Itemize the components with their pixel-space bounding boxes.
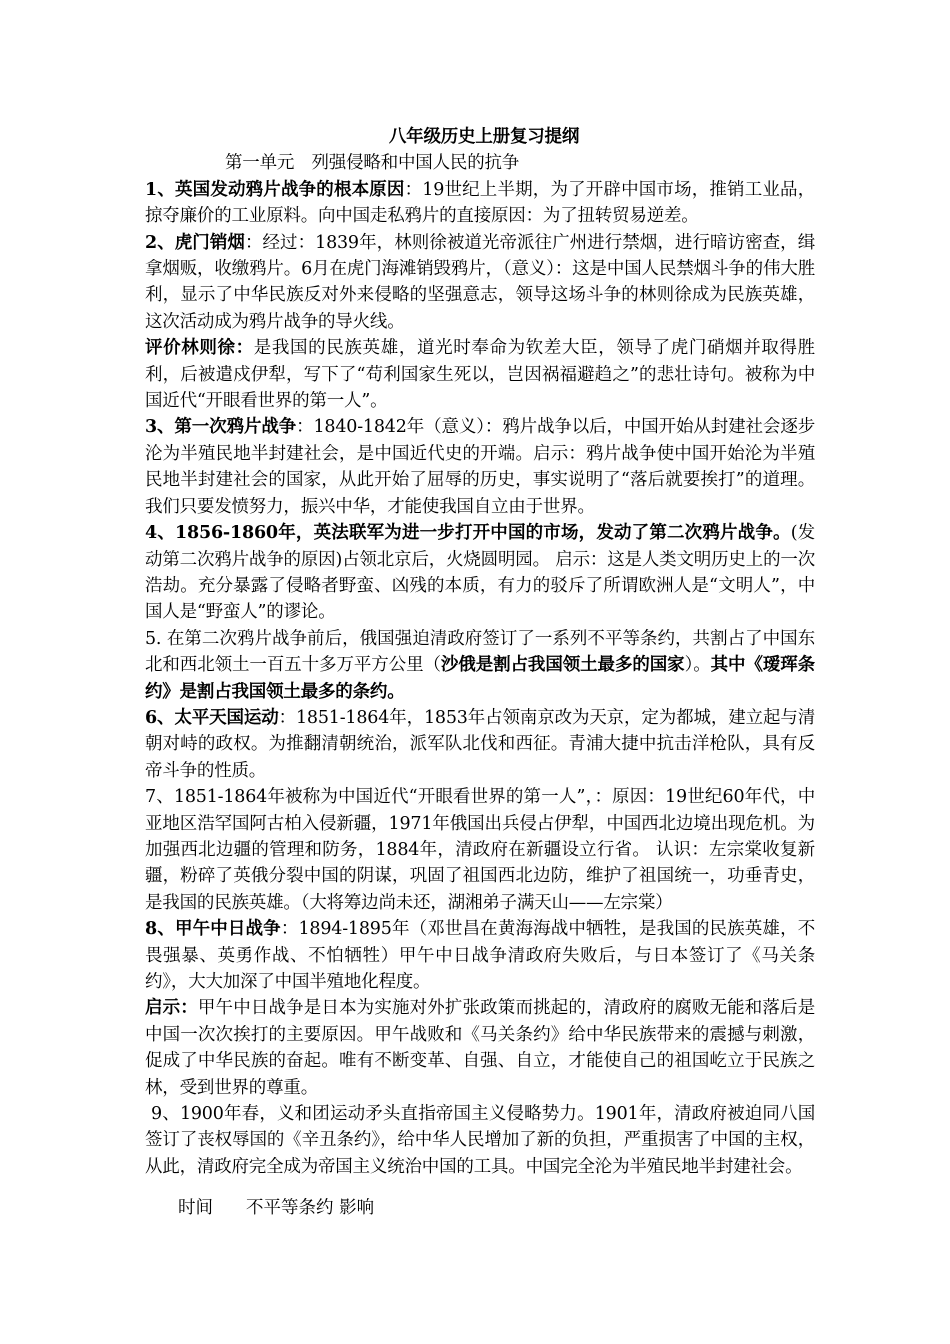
section-6: [145, 705, 815, 784]
section-5: [145, 626, 815, 705]
table-header-time: 时间: [178, 1198, 213, 1218]
section-4-body: (发动第二次鸦片战争的原因)占领北京后，火烧圆明园。 启示：这是人类文明历史上的一次浩劫。充分暴露了侵略者野蛮、凶残的本质，有力的驳斥了所谓欧洲人是“文明人”，中国人是“野蛮人”的谬论。: [145, 523, 815, 623]
section-5-mid: ）。: [684, 655, 711, 676]
section-5-bold-2: 其中《瑷珲条约》是割占我国领土最多的条约。: [145, 655, 815, 702]
section-9: 9、1900年春，义和团运动矛头直指帝国主义侵略势力。1901年，清政府被迫同八国签订了丧权辱国的《辛丑条约》，给中华人民增加了新的负担，严重损害了中国的主权，从此，清政府完全成为帝国主义统治中国的工具。中国完全沦为半殖民地半封建社会。: [145, 1104, 815, 1177]
section-insight-body: 甲午中日战争是日本为实施对外扩张政策而挑起的，清政府的腐败无能和落后是中国一次次挨打的主要原因。甲午战败和《马关条约》给中华民族带来的震撼与刺激，促成了中华民族的奋起。唯有不断变革、自强、自立，才能使自己的祖国屹立于民族之林，受到世界的尊重。: [145, 998, 815, 1098]
section-3-head: 3、第一次鸦片战争: [145, 417, 297, 438]
table-header-row: [178, 1195, 374, 1221]
section-lin-zexu-head: 评价林则徐：: [145, 338, 254, 359]
section-3: [145, 414, 815, 520]
section-8-head: 8、甲午中日战争: [145, 919, 281, 940]
table-header-treaty: 不平等条约: [246, 1198, 334, 1218]
section-3-body: ：1840-1842年（意义）：鸦片战争以后，中国开始从封建社会逐步沦为半殖民地半封建社会，是中国近代史的开端。启示：鸦片战争使中国开始沦为半殖民地半封建社会的国家，从此开始了屈辱的历史，事实说明了“落后就要挨打”的道理。我们只要发愤努力，振兴中华，才能使我国自立由于世界。: [145, 417, 815, 517]
section-2-body: ：经过：1839年，林则徐被道光帝派往广州进行禁烟，进行暗访密查，缉拿烟贩，收缴鸦片。6月在虎门海滩销毁鸦片，（意义）：这是中国人民禁烟斗争的伟大胜利，显示了中华民族反对外来侵略的坚强意志，领导这场斗争的林则徐成为民族英雄，这次活动成为鸦片战争的导火线。: [145, 232, 816, 332]
table-header-impact: 影响: [339, 1198, 375, 1218]
section-insight-head: 启示：: [145, 998, 198, 1019]
section-insight: [145, 995, 815, 1101]
document-body: [145, 124, 815, 1180]
section-8-body: ：1894-1895年（邓世昌在黄海海战中牺牲，是我国的民族英雄，不畏强暴、英勇作战、不怕牺牲）甲午中日战争清政府失败后，与日本签订了《马关条约》，大大加深了中国半殖地化程度。: [145, 919, 816, 992]
section-2: [145, 230, 815, 336]
section-4-head: 4、1856-1860年，英法联军为进一步打开中国的市场，发动了第二次鸦片战争。: [145, 523, 791, 544]
section-1-head: 1、英国发动鸦片战争的根本原因: [145, 179, 405, 200]
section-1: [145, 177, 815, 230]
section-4: [145, 520, 815, 626]
section-1-body: ：19世纪上半期，为了开辟中国市场，推销工业品，掠夺廉价的工业原料。向中国走私鸦片的直接原因：为了扭转贸易逆差。: [145, 179, 815, 227]
section-5-body: 5. 在第二次鸦片战争前后，俄国强迫清政府签订了一系列不平等条约，共割占了中国东北和西北领土一百五十多万平方公里（: [145, 628, 815, 676]
section-2-head: 2、虎门销烟: [145, 232, 245, 253]
section-lin-zexu: [145, 335, 815, 414]
section-7: 7、1851-1864年被称为中国近代“开眼看世界的第一人”，：原因：19世纪60年代，中亚地区浩罕国阿古柏入侵新疆，1971年俄国出兵侵占伊犁，中国西北边境出现危机。为加强西北边疆的管理和防务，1884年，清政府在新疆设立行省。 认识：左宗棠收复新疆，粉碎了英俄分裂中国的阴谋，巩固了祖国西北边防，维护了祖国统一，功垂青史，是我国的民族英雄。（大将筹边尚未还，湖湘弟子满天山——左宗棠）: [145, 787, 815, 913]
section-lin-zexu-body: 是我国的民族英雄，道光时奉命为钦差大臣，领导了虎门硝烟并取得胜利，后被遣戍伊犁，写下了“苟利国家生死以，岂因祸福避趋之”的悲壮诗句。被称为中国近代“开眼看世界的第一人”。: [145, 338, 815, 412]
section-8: [145, 916, 815, 995]
section-5-bold-1: 沙俄是割占我国领土最多的国家: [440, 655, 685, 676]
section-6-body: ：1851-1864年，1853年占领南京改为天京，定为都城，建立起与清朝对峙的政权。为推翻清朝统治，派军队北伐和西征。青浦大捷中抗击洋枪队，具有反帝斗争的性质。: [145, 707, 815, 781]
unit-heading: 第一单元 列强侵略和中国人民的抗争: [225, 153, 520, 174]
page-title: 八年级历史上册复习提纲: [388, 127, 580, 147]
section-6-head: 6、太平天国运动: [145, 707, 279, 728]
